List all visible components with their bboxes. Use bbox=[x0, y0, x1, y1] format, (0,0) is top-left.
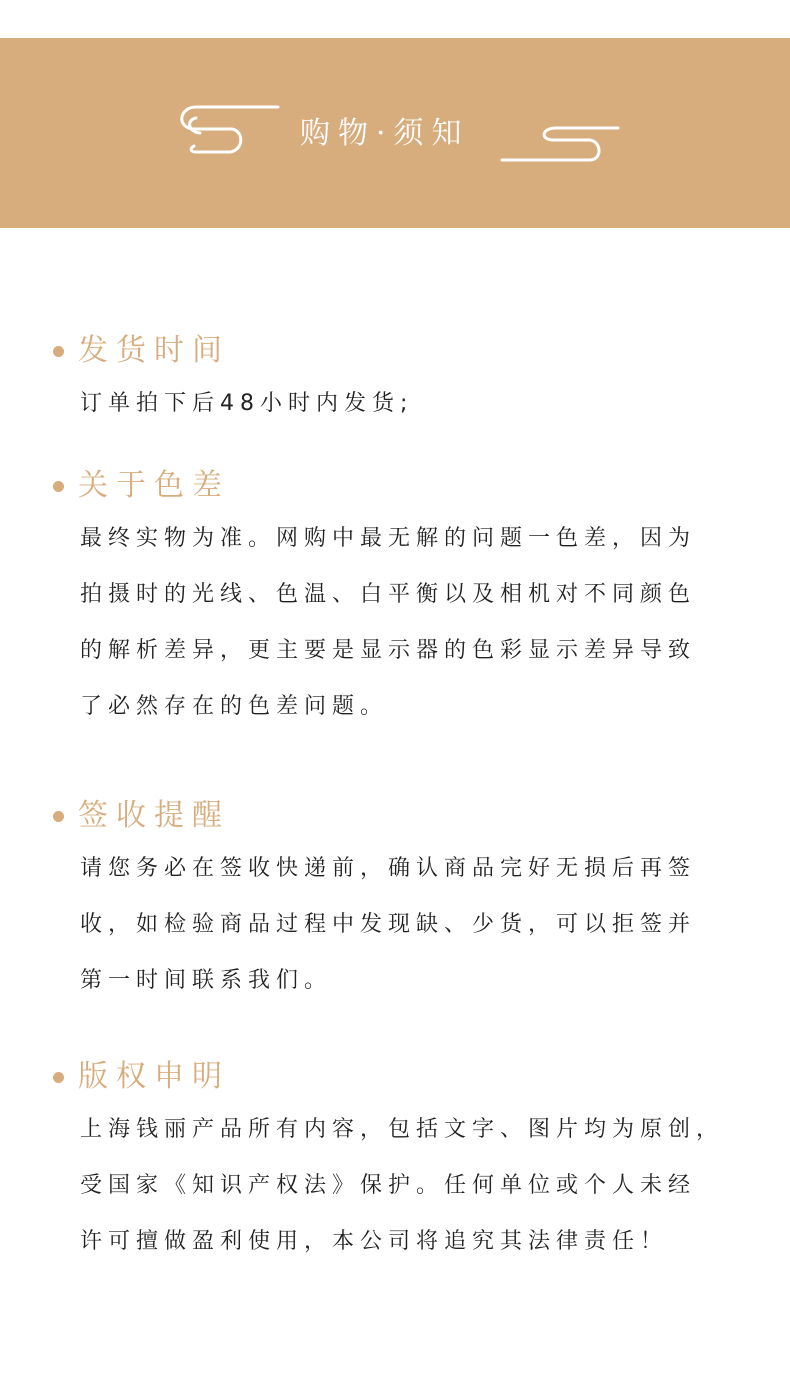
section-text-line: 第一时间联系我们。 bbox=[80, 968, 333, 993]
section-title: 版权申明 bbox=[78, 1059, 230, 1094]
section-text-line: 订单拍下后48小时内发货; bbox=[80, 391, 414, 416]
section-text-line: 了必然存在的色差问题。 bbox=[80, 694, 389, 719]
section-text-line: 受国家《知识产权法》保护。任何单位或个人未经 bbox=[80, 1173, 697, 1198]
section-text-line: 收，如检验商品过程中发现缺、少货，可以拒签并 bbox=[80, 912, 697, 937]
section-text-line: 最终实物为准。网购中最无解的问题一色差，因为 bbox=[80, 526, 697, 551]
section-title: 关于色差 bbox=[78, 468, 230, 503]
section-text-line: 拍摄时的光线、色温、白平衡以及相机对不同颜色 bbox=[80, 582, 697, 607]
section-title: 发货时间 bbox=[78, 333, 230, 368]
section-text-line: 上海钱丽产品所有内容，包括文字、图片均为原创， bbox=[80, 1117, 725, 1142]
header-banner bbox=[0, 38, 790, 228]
section-text-line: 许可擅做盈利使用，本公司将追究其法律责任！ bbox=[80, 1229, 669, 1254]
bullet-dot-icon bbox=[53, 811, 64, 822]
section-signing-reminder bbox=[0, 796, 790, 993]
banner-title: 购物·须知 bbox=[300, 116, 470, 151]
section-color-difference bbox=[0, 466, 790, 719]
section-text-line: 请您务必在签收快递前，确认商品完好无损后再签 bbox=[80, 856, 697, 881]
section-copyright bbox=[0, 1057, 790, 1254]
bullet-dot-icon bbox=[53, 346, 64, 357]
section-text-line: 的解析差异，更主要是显示器的色彩显示差异导致 bbox=[80, 638, 697, 663]
section-title: 签收提醒 bbox=[78, 798, 230, 833]
bullet-dot-icon bbox=[53, 481, 64, 492]
bullet-dot-icon bbox=[53, 1072, 64, 1083]
section-shipping-time bbox=[0, 331, 790, 416]
